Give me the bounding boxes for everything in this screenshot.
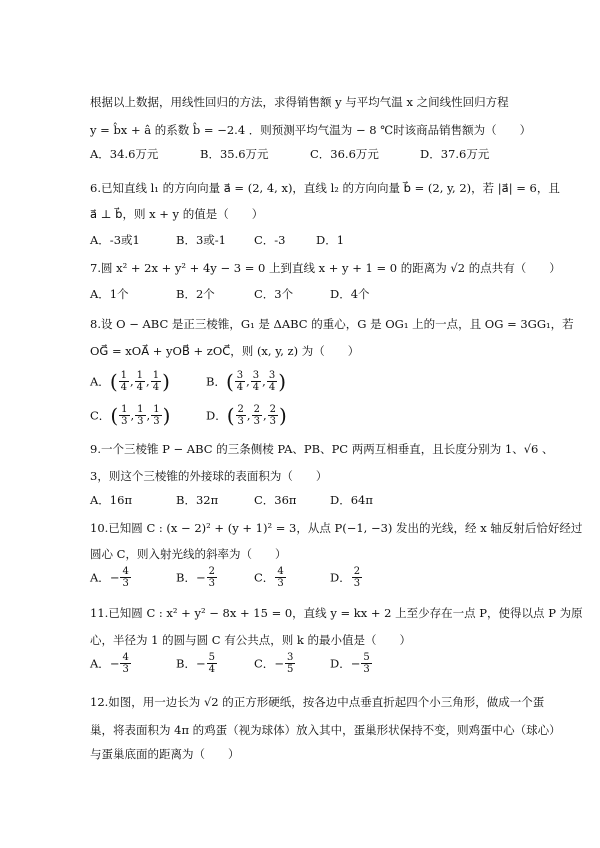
q9-option-d: D．64π [330,493,373,507]
fraction [252,404,262,427]
comma: , [262,408,267,423]
denominator: 3 [269,416,276,427]
denominator: 4 [252,382,260,393]
fraction [267,370,277,393]
q8-options-row2 [90,404,530,434]
q8-option-a [90,370,170,393]
minus-sign: − [195,656,206,671]
fraction [268,404,278,427]
numerator: 5 [208,652,215,663]
fraction [120,566,130,589]
comma: , [246,408,251,423]
q9-text-line1: 9.一个三棱锥 P − ABC 的三条侧棱 PA、PB、PC 两两互相垂直，且长度分别为 1、√6 、 [90,442,554,456]
numerator: 1 [120,370,127,381]
fraction [361,652,371,675]
paren-close: ) [162,403,171,428]
q11-option-d [330,652,373,675]
q12-text-line3: 与蛋巢底面的距离为（ ） [90,747,240,761]
fraction [119,370,129,393]
paren-close: ) [162,369,170,394]
fraction [235,370,245,393]
option-label: C． [254,656,275,671]
q10-text-line1: 10.已知圆 C : (x − 2)² + (y + 1)² = 3，从点 P(−1, −3) 发出的光线，经 x 轴反射后恰好经过 [90,521,583,535]
numerator: 4 [122,652,129,663]
q11-option-a [90,652,132,675]
fraction [151,370,161,393]
option-label: C． [254,570,275,585]
q5-option-c: C．36.6万元 [310,147,379,161]
q11-options [90,652,530,682]
option-label: D． [206,408,227,423]
minus-sign: − [274,656,284,671]
comma: , [130,374,134,389]
fraction [119,404,129,427]
q9-option-a: A．16π [90,493,132,507]
q6-option-b: B．3或-1 [176,233,226,247]
q6-option-a: A．-3或1 [90,233,140,247]
q10-text-line2: 圆心 C，则入射光线的斜率为（ ） [90,547,287,561]
q5-option-b: B．35.6万元 [200,147,269,161]
q11-option-c [254,652,296,675]
fraction [207,566,217,589]
minus-sign: − [109,570,120,585]
fraction [285,652,295,675]
paren-close: ) [278,403,287,428]
q6-option-c: C．-3 [254,233,286,247]
q11-option-b [176,652,218,675]
fraction [207,652,217,675]
comma: , [130,408,135,423]
numerator: 2 [208,566,215,577]
q10-options [90,566,530,596]
numerator: 2 [253,404,260,415]
comma: , [146,408,151,423]
paren-open: ( [109,369,118,394]
fraction [251,370,261,393]
denominator: 4 [208,664,215,675]
comma: , [262,374,266,389]
q5-text-line1: 根据以上数据，用线性回归的方法，求得销售额 y 与平均气温 x 之间线性回归方程 [90,95,509,109]
q10-option-c [254,566,287,589]
fraction [236,404,246,427]
denominator: 4 [268,382,276,393]
denominator: 4 [120,382,127,393]
q8-text-line2: OG⃗ = xOA⃗ + yOB⃗ + zOC⃗，则 (x, y, z) 为（ ） [90,344,360,358]
numerator: 2 [237,404,244,415]
option-label: A． [90,656,110,671]
q6-option-d: D．1 [316,233,345,247]
q7-option-b: B．2个 [176,287,215,301]
q5-option-d: D．37.6万元 [420,147,490,161]
q8-text-line1: 8.设 O − ABC 是正三棱锥，G₁ 是 ΔABC 的重心，G 是 OG₁ 上的一点，且 OG = 3GG₁，若 [90,317,574,331]
numerator: 1 [152,370,160,381]
comma: , [246,374,250,389]
numerator: 1 [121,404,128,415]
q9-option-b: B．32π [176,493,219,507]
denominator: 4 [136,382,144,393]
minus-sign: − [109,656,120,671]
numerator: 3 [236,370,244,381]
denominator: 3 [363,664,370,675]
numerator: 1 [136,370,144,381]
fraction [151,404,161,427]
minus-sign: − [350,656,361,671]
paren-open: ( [226,403,235,428]
q8-option-c [90,404,170,427]
paren-open: ( [110,403,119,428]
q12-text-line2: 巢，将表面积为 4π 的鸡蛋（视为球体）放入其中，蛋巢形状保持不变，则鸡蛋中心（球心） [90,723,561,737]
fraction [135,404,145,427]
option-label: A． [90,570,110,585]
q8-option-d [206,404,287,427]
q10-option-a [90,566,132,589]
q7-options [90,286,530,316]
denominator: 3 [121,416,128,427]
q10-option-d [330,566,363,589]
q7-option-c: C．3个 [254,287,294,301]
numerator: 1 [137,404,144,415]
comma: , [146,374,150,389]
denominator: 3 [122,578,129,589]
q9-options [90,492,530,522]
numerator: 1 [153,404,160,415]
option-label: B． [176,656,196,671]
q8-options-row1 [90,370,530,400]
denominator: 3 [208,578,215,589]
option-label: D． [330,656,351,671]
denominator: 3 [277,578,284,589]
q7-option-d: D．4个 [330,287,370,301]
option-label: B． [206,374,226,389]
q9-text-line2: 3，则这个三棱锥的外接球的表面积为（ ） [90,469,328,483]
numerator: 2 [269,404,276,415]
denominator: 4 [152,382,160,393]
q7-option-a: A．1个 [90,287,129,301]
minus-sign: − [195,570,206,585]
q6-options [90,232,530,262]
q5-options [90,146,530,176]
q6-text-line1: 6.已知直线 l₁ 的方向向量 a⃗ = (2, 4, x)，直线 l₂ 的方向向量 b⃗ = (2, y, 2)，若 |a⃗| = 6，且 [90,181,560,195]
option-label: A． [90,374,110,389]
numerator: 4 [277,566,284,577]
q5-text-line2: y = b̂x + â 的系数 b̂ = −2.4 ．则预测平均气温为 − 8 ℃时该商品销售额为（ ） [90,123,532,137]
q8-option-b [206,370,286,393]
denominator: 3 [253,416,260,427]
fraction [275,566,285,589]
q5-option-a: A．34.6万元 [90,147,159,161]
paren-close: ) [278,369,287,394]
numerator: 2 [353,566,361,577]
fraction [352,566,362,589]
numerator: 3 [252,370,260,381]
numerator: 3 [268,370,276,381]
denominator: 3 [237,416,244,427]
denominator: 5 [286,664,294,675]
denominator: 4 [236,382,244,393]
q11-text-line1: 11.已知圆 C : x² + y² − 8x + 15 = 0，直线 y = kx + 2 上至少存在一点 P，使得以点 P 为原 [90,606,583,620]
option-label: D． [330,570,351,585]
fraction [120,652,130,675]
q7-text: 7.圆 x² + 2x + y² + 4y − 3 = 0 上到直线 x + y + 1 = 0 的距离为 √2 的点共有（ ） [90,261,561,275]
option-label: C． [90,408,111,423]
denominator: 3 [122,664,129,675]
numerator: 3 [286,652,294,663]
numerator: 5 [363,652,370,663]
denominator: 3 [353,578,361,589]
option-label: B． [176,570,196,585]
q6-text-line2: a⃗ ⊥ b⃗，则 x + y 的值是（ ） [90,207,264,221]
q11-text-line2: 心，半径为 1 的圆与圆 C 有公共点，则 k 的最小值是（ ） [90,633,412,647]
q10-option-b [176,566,218,589]
q9-option-c: C．36π [254,493,297,507]
paren-open: ( [225,369,234,394]
denominator: 3 [137,416,144,427]
fraction [135,370,145,393]
q12-text-line1: 12.如图，用一边长为 √2 的正方形硬纸，按各边中点垂直折起四个小三角形，做成一个蛋 [90,695,545,709]
denominator: 3 [153,416,160,427]
numerator: 4 [122,566,129,577]
